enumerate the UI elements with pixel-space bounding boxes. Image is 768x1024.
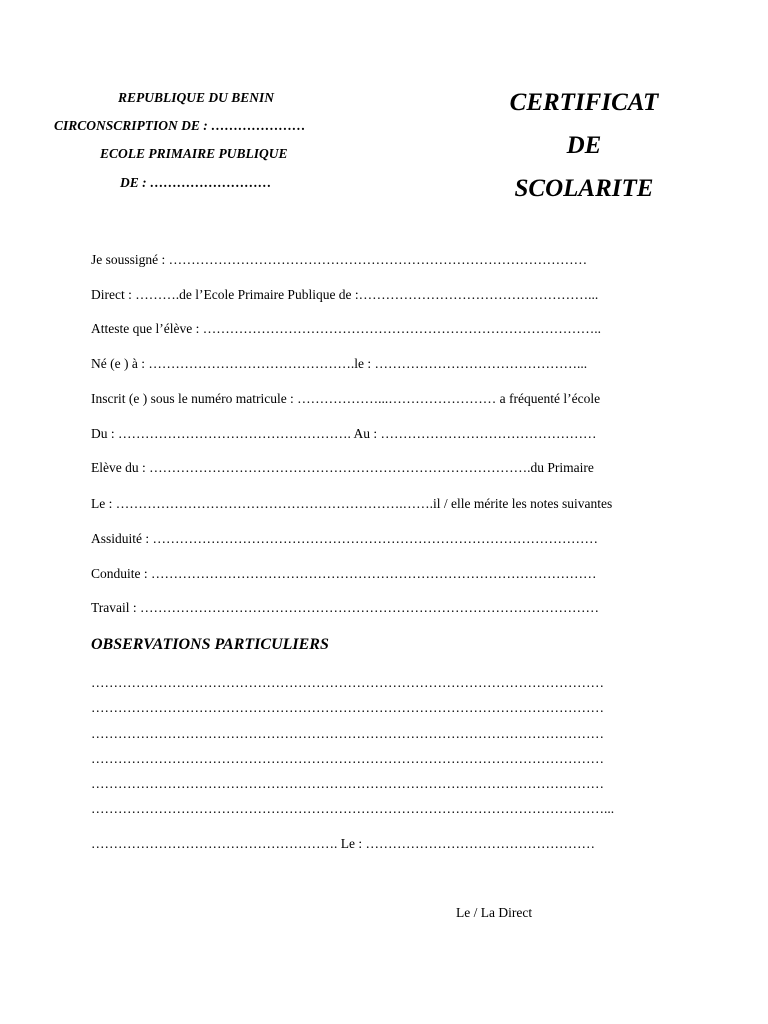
circonscription-heading: CIRCONSCRIPTION DE : ………………… xyxy=(54,118,306,133)
observations-title: OBSERVATIONS PARTICULIERS xyxy=(91,636,329,653)
school-heading: ECOLE PRIMAIRE PUBLIQUE xyxy=(100,146,288,161)
field-director: Direct : ……….de l’Ecole Primaire Publique de :……………………………………………... xyxy=(91,287,599,302)
school-of-heading: DE : ……………………… xyxy=(120,175,272,190)
place-date-line: ………………………………………………. Le : …………………………………………… xyxy=(91,836,595,851)
observation-line: …………………………………………………………………………………………………… xyxy=(91,751,604,766)
field-registration: Inscrit (e ) sous le numéro matricule : ………………...…………………… a fréquenté l’école xyxy=(91,391,601,406)
observation-line: …………………………………………………………………………………………………… xyxy=(91,776,604,791)
field-undersigned: Je soussigné : ………………………………………………………………………………… xyxy=(91,252,588,267)
field-class: Elève du : ………………………………………………………………………….du Primaire xyxy=(91,460,594,475)
field-period: Du : ……………………………………………. Au : ………………………………………… xyxy=(91,426,597,441)
document-title-line2: DE xyxy=(566,132,602,159)
observation-line: …………………………………………………………………………………………………… xyxy=(91,700,604,715)
field-student: Atteste que l’élève : …………………………………………………………………………….. xyxy=(91,321,601,336)
field-work: Travail : ………………………………………………………………………………………… xyxy=(91,600,600,615)
field-attendance: Assiduité : ……………………………………………………………………………………… xyxy=(91,531,599,546)
observation-line: …………………………………………………………………………………………………… xyxy=(91,726,604,741)
field-date-grades: Le : ……………………………………………………….…….il / elle mérite les notes suivantes xyxy=(91,496,613,511)
document-title-line1: CERTIFICAT xyxy=(509,89,659,116)
observation-line: …………………………………………………………………………………………………… xyxy=(91,675,604,690)
republic-heading: REPUBLIQUE DU BENIN xyxy=(118,90,275,105)
field-birth: Né (e ) à : ……………………………………….le : ………………………………………... xyxy=(91,356,588,371)
director-signature-label: Le / La Direct xyxy=(456,905,533,920)
observation-line: ……………………………………………………………………………………………………... xyxy=(91,801,615,816)
field-conduct: Conduite : ……………………………………………………………………………………… xyxy=(91,566,597,581)
document-title-line3: SCOLARITE xyxy=(514,175,654,202)
